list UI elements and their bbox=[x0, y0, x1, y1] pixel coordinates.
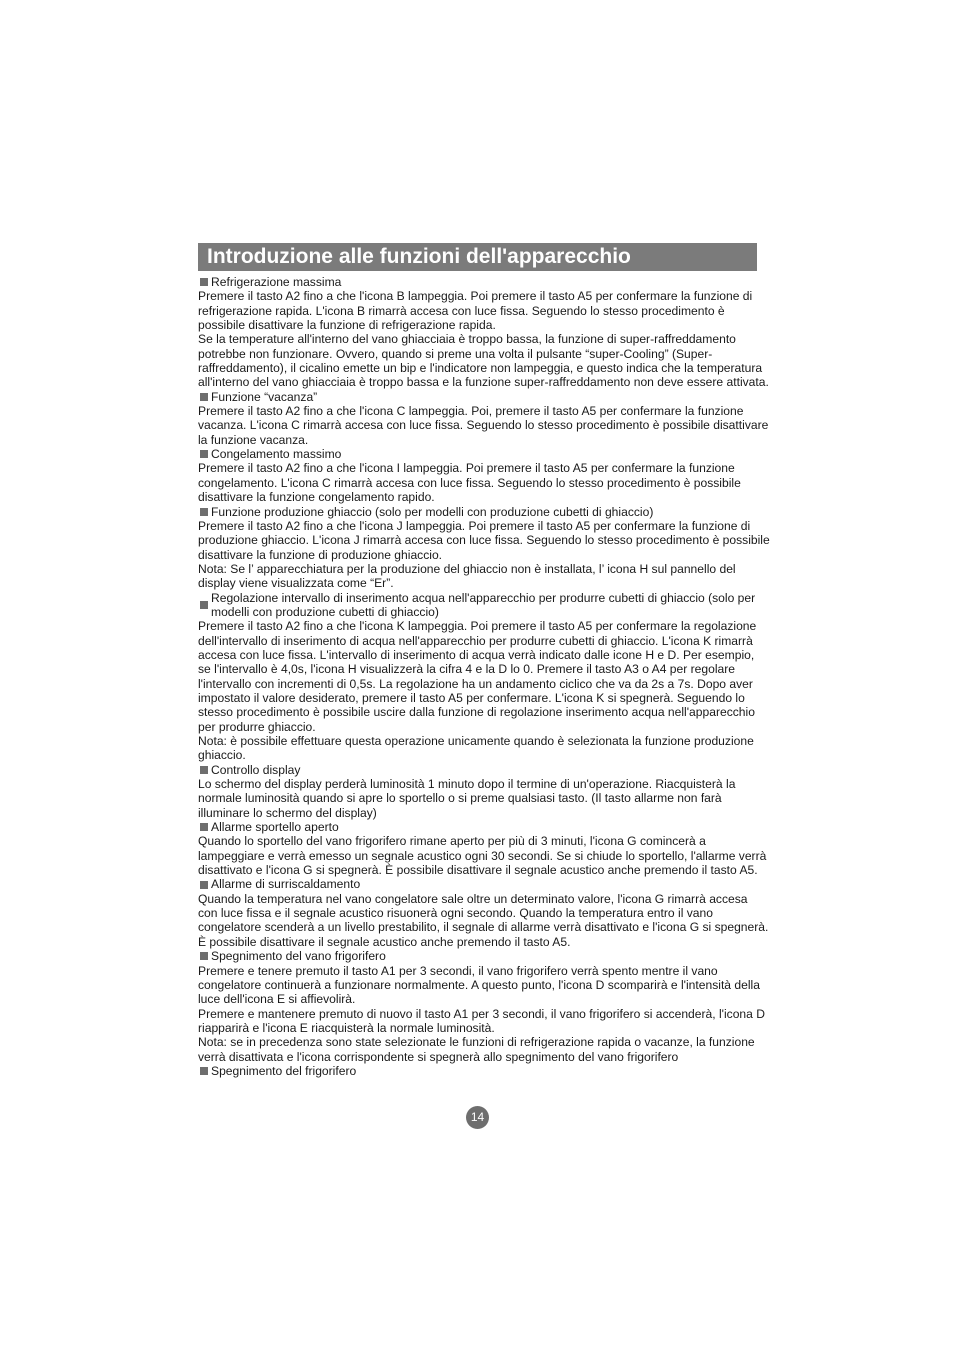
square-bullet-icon bbox=[200, 823, 208, 831]
paragraph: Premere il tasto A2 fino a che l'icona K lampeggia. Poi premere il tasto A5 per confermare la regolazione dell'intervallo di inserimento di acqua nell'apparecchio per produrre cubetti di ghiaccio. L'icona K rimarrà accesa con luce fissa. L'intervallo di inserimento di acqua verrà indicato dalle icone H e D. Per esempio, se l'intervallo è 4,0s, l'icona H visualizzerà la cifra 4 e la D lo 0. Premere il tasto A3 o A4 per regolare l'intervallo con incrementi di 0,5s. La regolazione ha un andamento ciclico che va da 2s a 7s. Dopo aver impostato il valore desiderato, premere il tasto A5 per confermare. L'icona K si spegnerà. Seguendo lo stesso procedimento è possibile uscire dalla funzione di regolazione inserimento acqua nell'apparecchio per produrre ghiaccio. bbox=[198, 619, 757, 734]
square-bullet-icon bbox=[200, 278, 208, 286]
square-bullet-icon bbox=[200, 450, 208, 458]
paragraph: Nota: se in precedenza sono state selezionate le funzioni di refrigerazione rapida o vacanze, la funzione verrà disattivata e l'icona corrispondente si spegnerà allo spegnimento del vano frigorifero bbox=[198, 1035, 755, 1064]
paragraph: Lo schermo del display perderà luminosità 1 minuto dopo il termine di un'operazione. Riacquisterà la normale luminosità quando si apre lo sportello o si preme qualsiasi tasto. (Il tasto allarme non farà illuminare lo schermo del display) bbox=[198, 777, 736, 820]
paragraph: Nota: è possibile effettuare questa operazione unicamente quando è selezionata la funzione produzione ghiaccio. bbox=[198, 734, 754, 763]
section-heading bbox=[198, 505, 770, 519]
square-bullet-icon bbox=[200, 766, 208, 774]
section-heading bbox=[198, 820, 770, 834]
section-heading bbox=[198, 447, 770, 461]
document-body bbox=[198, 275, 770, 1078]
section-heading bbox=[198, 949, 770, 963]
paragraph: Premere il tasto A2 fino a che l'icona B lampeggia. Poi premere il tasto A5 per confermare la funzione di refrigerazione rapida. L'icona B rimarrà accesa con luce fissa. Seguendo lo stesso procedimento è possibile disattivare la funzione di refrigerazione rapida. bbox=[198, 289, 753, 333]
section-heading bbox=[198, 1064, 770, 1078]
section-heading bbox=[198, 390, 770, 404]
paragraph: Quando lo sportello del vano frigorifero rimane aperto per più di 3 minuti, l'icona G comincerà a lampeggiare e verrà emesso un segnale acustico ogni 30 secondi. Se si chiude lo sportello, l'allarme verrà disattivato e l'icona G si spegnerà. È possibile disattivare il segnale acustico anche premendo il tasto A5. bbox=[198, 834, 767, 878]
square-bullet-icon bbox=[200, 1067, 208, 1075]
paragraph: Premere il tasto A2 fino a che l'icona I lampeggia. Poi premere il tasto A5 per confermare la funzione congelamento. L'icona C rimarrà accesa con luce fissa. Seguendo lo stesso procedimento è possibile disattivare la funzione congelamento rapido. bbox=[198, 461, 741, 505]
paragraph: Premere e mantenere premuto di nuovo il tasto A1 per 3 secondi, il vano frigorifero si accenderà, l'icona D riapparirà e l'icona E riacquisterà la normale luminosità. bbox=[198, 1006, 765, 1035]
section-heading-text: Allarme sportello aperto bbox=[211, 820, 339, 835]
page-title: Introduzione alle funzioni dell'apparecchio bbox=[207, 245, 631, 268]
section-heading-text: Controllo display bbox=[211, 762, 301, 777]
square-bullet-icon bbox=[200, 881, 208, 889]
section-heading-text: Funzione produzione ghiaccio (solo per modelli con produzione cubetti di ghiaccio) bbox=[211, 504, 654, 519]
paragraph: Premere il tasto A2 fino a che l'icona C lampeggia. Poi, premere il tasto A5 per confermare la funzione vacanza. L'icona C rimarrà accesa con luce fissa. Seguendo lo stesso procedimento è possibile disattivare la funzione vacanza. bbox=[198, 404, 769, 447]
section-heading-text: Refrigerazione massima bbox=[211, 275, 342, 289]
section-title-bar bbox=[198, 243, 757, 271]
section-heading bbox=[198, 763, 770, 777]
section-heading bbox=[198, 275, 770, 289]
section-heading-text: Spegnimento del frigorifero bbox=[211, 1063, 357, 1078]
paragraph: Se la temperature all'interno del vano ghiacciaia è troppo bassa, la funzione di super-raffreddamento potrebbe non funzionare. Ovvero, quando si preme una volta il pulsante “super-Cooling” (Super-raffreddamento), il cicalino emette un bip e l'indicatore non lampeggia, e questo indica che la temperatura all'interno del vano ghiacciaia è troppo bassa e la funzione super-raffreddamento non deve essere attivata. bbox=[198, 332, 769, 390]
section-heading-text: Funzione “vacanza” bbox=[211, 389, 318, 404]
square-bullet-icon bbox=[200, 601, 208, 609]
section-heading bbox=[198, 591, 770, 620]
page-number-badge: 14 bbox=[466, 1106, 489, 1129]
paragraph: Premere e tenere premuto il tasto A1 per 3 secondi, il vano frigorifero verrà spento mentre il vano congelatore continuerà a funzionare normalmente. A questo punto, l'icona D scomparirà e l'intensità della luce dell'icona E si affievolirà. bbox=[198, 963, 760, 1007]
paragraph: Quando la temperatura nel vano congelatore sale oltre un determinato valore, l'icona G rimarrà accesa con luce fissa e il segnale acustico risuonerà ogni secondo. Quando la temperatura entro il vano congelatore scenderà a un livello prestabilito, il segnale di allarme verrà disattivato e l'icona G si spegnerà. È possibile disattivare il segnale acustico anche premendo il tasto A5. bbox=[198, 891, 769, 949]
paragraph: Premere il tasto A2 fino a che l'icona J lampeggia. Poi premere il tasto A5 per confermare la funzione di produzione ghiaccio. L'icona J rimarrà accesa con luce fissa. Seguendo lo stesso procedimento è possibile disattivare la funzione di produzione ghiaccio. bbox=[198, 518, 770, 562]
square-bullet-icon bbox=[200, 952, 208, 960]
paragraph: Nota: Se l’ apparecchiatura per la produzione del ghiaccio non è installata, l’ icona H sul pannello del display viene visualizzata come “Er”. bbox=[198, 561, 736, 591]
section-heading bbox=[198, 877, 770, 891]
square-bullet-icon bbox=[200, 508, 208, 516]
section-heading-text: Congelamento massimo bbox=[211, 447, 342, 462]
section-heading-text: Allarme di surriscaldamento bbox=[211, 877, 361, 892]
section-heading-text: Regolazione intervallo di inserimento acqua nell'apparecchio per produrre cubetti di ghiaccio (solo per modelli con produzione cubetti di ghiaccio) bbox=[211, 590, 756, 619]
section-heading-text: Spegnimento del vano frigorifero bbox=[211, 949, 386, 964]
square-bullet-icon bbox=[200, 393, 208, 401]
